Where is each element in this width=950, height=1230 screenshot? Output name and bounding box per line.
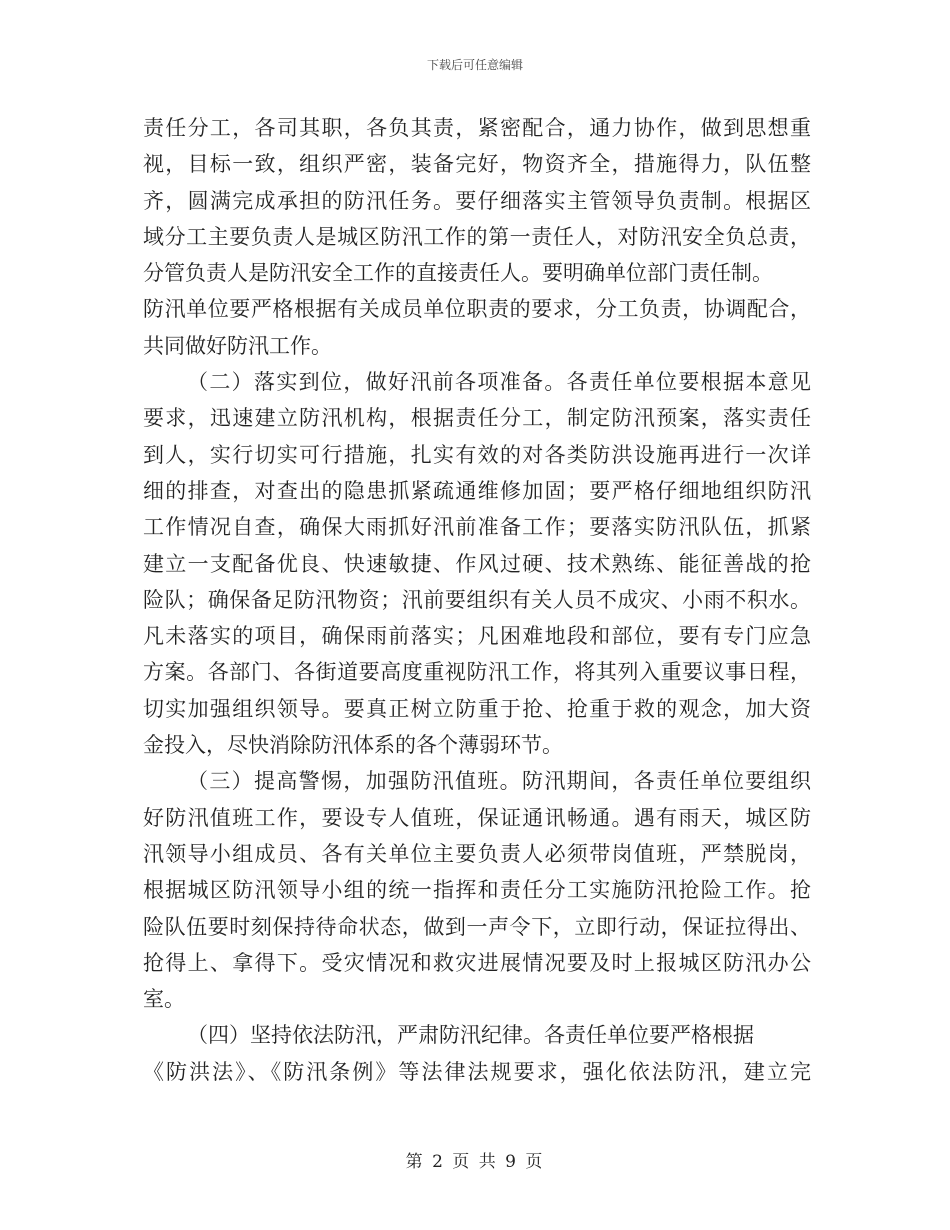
text-line: 视，目标一致，组织严密，装备完好，物资齐全，措施得力，队伍整 xyxy=(143,152,811,177)
text-line: 建立一支配备优良、快速敏捷、作风过硬、技术熟练、能征善战的抢 xyxy=(143,551,811,576)
text-line: （四）坚持依法防汛，严肃防汛纪律。各责任单位要严格根据 xyxy=(187,1023,754,1048)
page-footer: 第 2 页 共 9 页 xyxy=(405,1152,545,1172)
text-line: 细的排查，对查出的隐患抓紧疏通维修加固；要严格仔细地组织防汛 xyxy=(143,478,811,503)
text-line: 责任分工，各司其职，各负其责，紧密配合，通力协作，做到思想重 xyxy=(143,116,811,140)
text-line: 域分工主要负责人是城区防汛工作的第一责任人，对防汛安全负总责， xyxy=(143,224,811,249)
text-line: 分管负责人是防汛安全工作的直接责任人。要明确单位部门责任制。 xyxy=(143,261,773,286)
text-line: 《防洪法》、《防汛条例》等法律法规要求，强化依法防汛，建立完 xyxy=(143,1059,811,1084)
text-line: 险队伍要时刻保持待命状态，做到一声令下，立即行动，保证拉得出、 xyxy=(143,914,811,939)
body-text xyxy=(143,110,811,1090)
text-line: 抢得上、拿得下。受灾情况和救灾进展情况要及时上报城区防汛办公 xyxy=(143,950,811,975)
text-line: 到人，实行切实可行措施，扎实有效的对各类防洪设施再进行一次详 xyxy=(143,442,811,467)
text-line: 汛领导小组成员、各有关单位主要负责人必须带岗值班，严禁脱岗， xyxy=(143,841,811,866)
text-line: （三）提高警惕，加强防汛值班。防汛期间，各责任单位要组织 xyxy=(187,769,811,794)
text-line: 工作情况自查，确保大雨抓好汛前准备工作；要落实防汛队伍，抓紧 xyxy=(143,515,811,540)
text-line: 根据城区防汛领导小组的统一指挥和责任分工实施防汛抢险工作。抢 xyxy=(143,878,811,903)
text-line: （二）落实到位，做好汛前各项准备。各责任单位要根据本意见 xyxy=(187,370,811,395)
page-header-note: 下载后可任意编辑 xyxy=(426,58,523,72)
text-line: 齐，圆满完成承担的防汛任务。要仔细落实主管领导负责制。根据区 xyxy=(143,188,811,213)
text-line: 防汛单位要严格根据有关成员单位职责的要求，分工负责，协调配合， xyxy=(143,297,811,322)
text-line: 方案。各部门、各街道要高度重视防汛工作，将其列入重要议事日程， xyxy=(143,660,811,685)
text-line: 险队；确保备足防汛物资；汛前要组织有关人员不成灾、小雨不积水。 xyxy=(143,587,811,612)
text-line: 好防汛值班工作，要设专人值班，保证通讯畅通。遇有雨天，城区防 xyxy=(143,805,811,830)
text-line: 凡未落实的项目，确保雨前落实；凡困难地段和部位，要有专门应急 xyxy=(143,624,811,649)
text-line: 切实加强组织领导。要真正树立防重于抢、抢重于救的观念，加大资 xyxy=(143,696,811,721)
text-line: 要求，迅速建立防汛机构，根据责任分工，制定防汛预案，落实责任 xyxy=(143,406,811,431)
text-line: 金投入，尽快消除防汛体系的各个薄弱环节。 xyxy=(143,733,563,758)
text-line: 共同做好防汛工作。 xyxy=(143,333,332,358)
text-line: 室。 xyxy=(143,987,185,1012)
